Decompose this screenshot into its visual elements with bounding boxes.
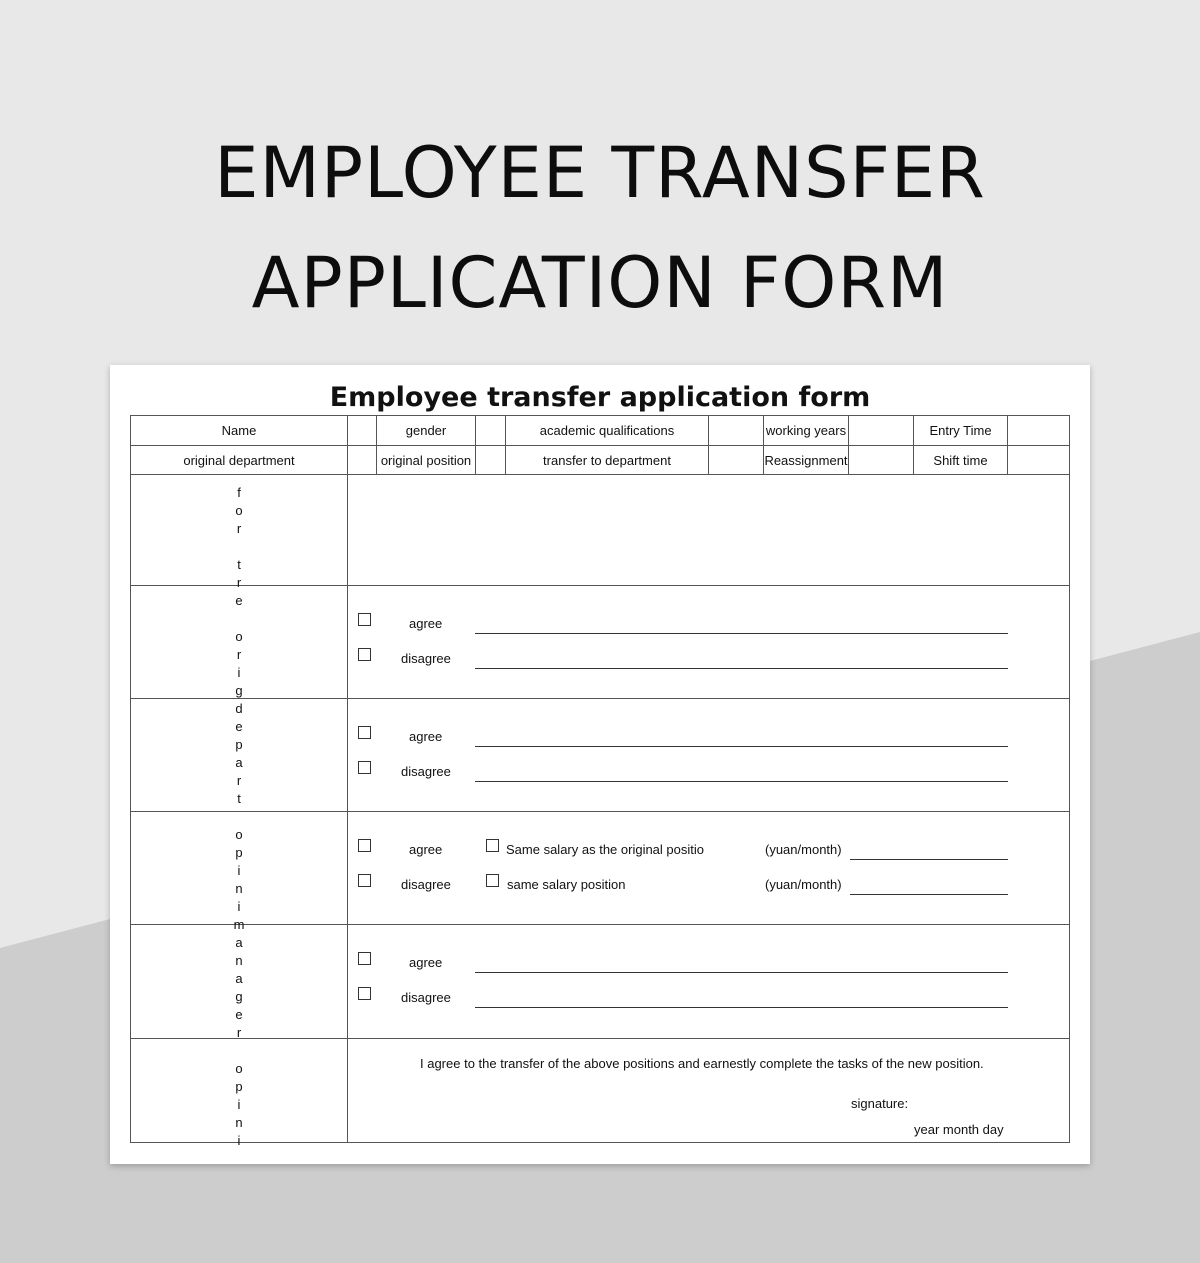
side-label-letter: i xyxy=(237,665,241,680)
side-label-letter: p xyxy=(235,1079,243,1094)
disagree-label-2: disagree xyxy=(401,764,451,779)
side-label-letter: i xyxy=(237,899,241,914)
side-label-letter: e xyxy=(235,1007,243,1022)
disagree-checkbox-3[interactable] xyxy=(358,874,371,887)
side-label-letter: e xyxy=(235,719,243,734)
side-label-letter: o xyxy=(235,503,243,518)
side-label-letter: f xyxy=(237,485,241,500)
original-department-value[interactable] xyxy=(348,446,376,474)
entry-time-value[interactable] xyxy=(1008,416,1069,445)
side-label-letter: r xyxy=(236,575,242,590)
agree-label-2: agree xyxy=(409,729,443,744)
salary-unit-label-2: (yuan/month) xyxy=(765,877,842,892)
side-label-letter: o xyxy=(235,629,243,644)
qualifications-value[interactable] xyxy=(709,416,763,445)
disagree-checkbox-2[interactable] xyxy=(358,761,371,774)
same-salary-original-checkbox[interactable] xyxy=(486,839,499,852)
side-label-letter xyxy=(237,808,241,826)
original-position-label: original position xyxy=(380,452,472,468)
shift-time-label: Shift time xyxy=(933,452,988,468)
shift-time-value[interactable] xyxy=(1008,446,1069,474)
disagree-line-4[interactable] xyxy=(475,1007,1008,1008)
side-label-letter: r xyxy=(236,773,242,788)
form-sheet xyxy=(110,365,1090,1164)
disagree-checkbox-1[interactable] xyxy=(358,648,371,661)
side-label-letter: n xyxy=(235,1115,243,1130)
side-label-letter: d xyxy=(235,701,243,716)
entry-time-label: Entry Time xyxy=(929,423,992,438)
side-label-letter xyxy=(237,1042,241,1060)
name-label: Name xyxy=(221,423,257,438)
disagree-label-4: disagree xyxy=(401,990,451,1005)
agree-checkbox-3[interactable] xyxy=(358,839,371,852)
disagree-checkbox-4[interactable] xyxy=(358,987,371,1000)
agree-checkbox-4[interactable] xyxy=(358,952,371,965)
side-label-letter: m xyxy=(233,917,245,932)
disagree-label-1: disagree xyxy=(401,651,451,666)
salary-unit-label-1: (yuan/month) xyxy=(765,842,842,857)
hero-title-line-1: EMPLOYEE TRANSFER xyxy=(214,132,986,214)
side-label-letter xyxy=(237,610,241,628)
side-label-letter: p xyxy=(235,737,243,752)
opinion-side-label xyxy=(131,484,347,1150)
agree-checkbox-2[interactable] xyxy=(358,726,371,739)
agree-line-2[interactable] xyxy=(475,746,1008,747)
side-label-letter: i xyxy=(237,1133,241,1148)
agree-label-4: agree xyxy=(409,955,443,970)
date-label: year month day xyxy=(914,1122,1004,1137)
working-years-value[interactable] xyxy=(849,416,913,445)
side-label-letter: r xyxy=(236,647,242,662)
hero-title xyxy=(0,118,1200,338)
agree-label-3: agree xyxy=(409,842,443,857)
same-salary-position-checkbox[interactable] xyxy=(486,874,499,887)
transfer-statement: I agree to the transfer of the above positions and earnestly complete the tasks of the new position. xyxy=(420,1056,984,1071)
gender-label: gender xyxy=(405,423,447,438)
side-label-letter: a xyxy=(235,971,243,986)
agree-label-1: agree xyxy=(409,616,443,631)
qualifications-label: academic qualifications xyxy=(539,423,675,438)
original-department-label: original department xyxy=(183,452,295,468)
side-label-letter: i xyxy=(237,863,241,878)
side-label-letter xyxy=(237,538,241,556)
side-label-letter: r xyxy=(236,1025,242,1040)
name-value[interactable] xyxy=(348,416,376,445)
transfer-to-department-value[interactable] xyxy=(709,446,763,474)
transfer-to-department-label: transfer to department xyxy=(543,452,671,468)
disagree-label-3: disagree xyxy=(401,877,451,892)
side-label-letter: a xyxy=(235,935,243,950)
side-label-letter: o xyxy=(235,1061,243,1076)
salary-amount-line-2[interactable] xyxy=(850,894,1008,895)
salary-amount-line-1[interactable] xyxy=(850,859,1008,860)
side-label-letter: i xyxy=(237,1097,241,1112)
side-label-letter: e xyxy=(235,593,243,608)
working-years-label: working years xyxy=(765,423,847,438)
side-label-letter: n xyxy=(235,881,243,896)
disagree-line-2[interactable] xyxy=(475,781,1008,782)
reassignment-value[interactable] xyxy=(849,446,913,474)
side-label-letter: n xyxy=(235,953,243,968)
side-label-letter: t xyxy=(237,791,241,806)
side-label-letter: o xyxy=(235,827,243,842)
transfer-reason-area[interactable] xyxy=(348,475,1069,585)
original-position-value[interactable] xyxy=(476,446,505,474)
side-label-letter: p xyxy=(235,845,243,860)
side-label-letter: g xyxy=(235,989,243,1004)
side-label-letter: a xyxy=(235,755,243,770)
gender-value[interactable] xyxy=(476,416,505,445)
side-label-letter: g xyxy=(235,683,243,698)
disagree-line-1[interactable] xyxy=(475,668,1008,669)
reassignment-label: Reassignment xyxy=(764,452,848,468)
same-salary-original-label: Same salary as the original positio xyxy=(506,842,704,857)
agree-checkbox-1[interactable] xyxy=(358,613,371,626)
agree-line-4[interactable] xyxy=(475,972,1008,973)
form-title: Employee transfer application form xyxy=(329,382,871,413)
agree-line-1[interactable] xyxy=(475,633,1008,634)
hero-title-line-2: APPLICATION FORM xyxy=(251,242,949,324)
side-label-letter: r xyxy=(236,521,242,536)
signature-label: signature: xyxy=(851,1096,909,1111)
same-salary-position-label: same salary position xyxy=(507,877,626,892)
side-label-letter: t xyxy=(237,557,241,572)
